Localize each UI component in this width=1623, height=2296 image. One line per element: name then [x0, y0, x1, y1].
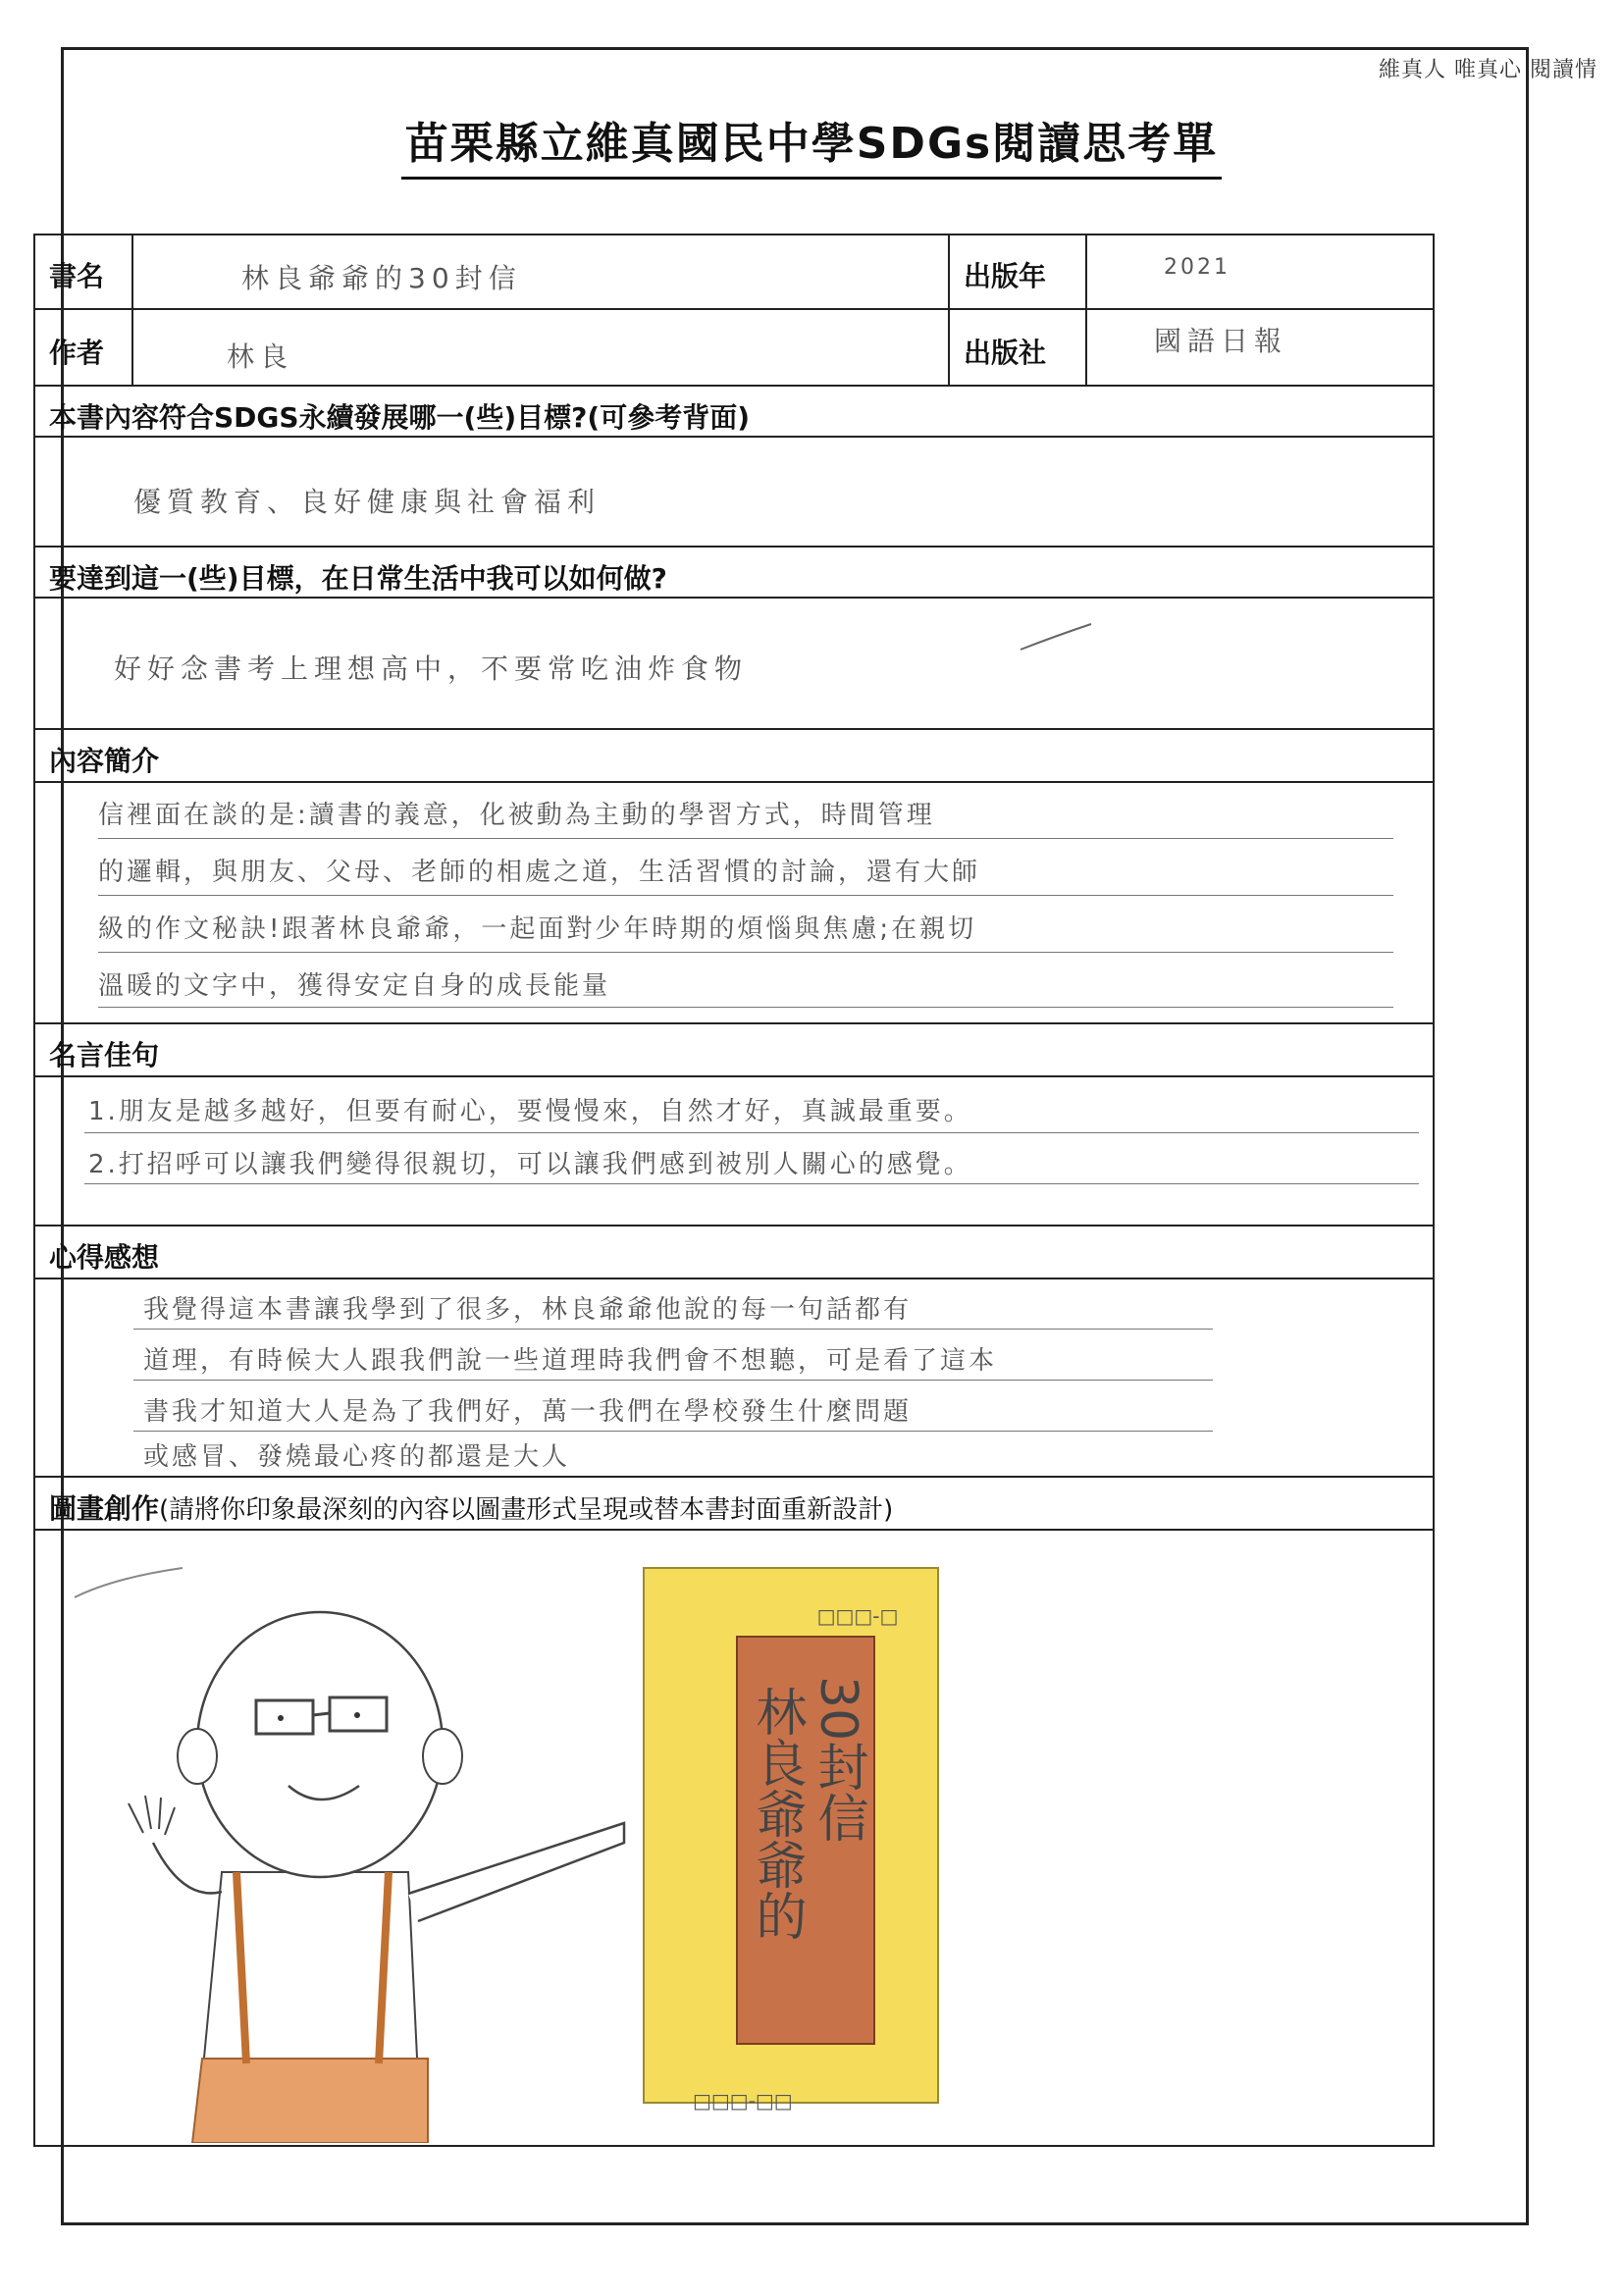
action-question: 要達到這一(些)目標，在日常生活中我可以如何做? — [49, 562, 667, 595]
reflection-line: 或感冒、發燒最心疼的都還是大人 — [143, 1442, 571, 1472]
reflection-line: 道理，有時候大人跟我們說一些道理時我們會不想聽，可是看了這本 — [143, 1346, 998, 1376]
ear-right — [423, 1729, 462, 1784]
ruled-line — [84, 1132, 1419, 1133]
head — [197, 1612, 443, 1877]
quotes-header — [35, 1024, 1433, 1077]
eye-left — [278, 1715, 284, 1721]
ruled-line — [133, 1380, 1213, 1381]
divider — [1085, 310, 1087, 385]
page-title — [0, 108, 1623, 180]
sdgs-question: 本書內容符合SDGS永續發展哪一(些)目標?(可參考背面) — [49, 401, 750, 434]
divider — [131, 235, 133, 308]
pants — [192, 2059, 428, 2143]
arm-left — [153, 1843, 222, 1893]
sketch-line — [75, 1568, 183, 1597]
ruled-line — [133, 1431, 1213, 1432]
divider — [1085, 235, 1087, 308]
sdgs-answer-row — [35, 438, 1433, 548]
glasses-bridge — [313, 1713, 330, 1715]
cover-marks-top: □□□-□ — [816, 1604, 899, 1628]
drawing-instruction: (請將你印象最深刻的內容以圖畫形式呈現或替本書封面重新設計) — [159, 1495, 894, 1525]
eye-right — [354, 1712, 360, 1718]
ruled-line — [98, 895, 1393, 896]
school-motto: 維真人 唯真心 閱讀情 — [1379, 58, 1597, 82]
reflection-line: 我覺得這本書讓我學到了很多，林良爺爺他說的每一句話都有 — [143, 1295, 913, 1325]
book-name-row — [35, 235, 1433, 310]
ruled-line — [98, 1007, 1393, 1008]
arm-right — [408, 1823, 624, 1921]
summary-line: 信裡面在談的是:讀書的義意，化被動為主動的學習方式，時間管理 — [98, 801, 935, 830]
book-name-value: 林良爺爺的30封信 — [241, 262, 522, 294]
publish-year-label: 出版年 — [964, 260, 1047, 292]
student-drawing — [35, 1529, 1437, 2143]
hand-left — [129, 1796, 175, 1835]
summary-header — [35, 730, 1433, 783]
quotes-label: 名言佳句 — [49, 1039, 160, 1071]
divider — [948, 235, 950, 308]
summary-line: 級的作文秘訣!跟著林良爺爺，一起面對少年時期的煩惱與焦慮;在親切 — [98, 914, 977, 944]
cover-title-col1: 林良爺爺的 — [747, 1686, 806, 1941]
quotes-section — [35, 1024, 1433, 1226]
quote-line: 2.打招呼可以讓我們變得很親切，可以讓我們感到被別人關心的感覺。 — [88, 1150, 972, 1179]
author-label: 作者 — [49, 337, 105, 369]
summary-section — [35, 730, 1433, 1024]
reflection-header — [35, 1226, 1433, 1279]
ear-left — [178, 1729, 217, 1784]
summary-label: 內容簡介 — [49, 745, 160, 777]
pen-stroke — [1017, 618, 1095, 657]
reflection-line: 書我才知道大人是為了我們好，萬一我們在學校發生什麼問題 — [143, 1397, 913, 1427]
ruled-line — [98, 952, 1393, 953]
publish-year-value: 2021 — [1164, 255, 1230, 280]
book-name-label: 書名 — [49, 260, 105, 292]
quote-line: 1.朋友是越多越好，但要有耐心，要慢慢來，自然才好，真誠最重要。 — [88, 1097, 972, 1126]
drawing-section — [35, 1478, 1433, 2145]
publisher-label: 出版社 — [964, 337, 1047, 369]
divider — [948, 310, 950, 385]
ruled-line — [84, 1183, 1419, 1184]
cover-marks-bottom: □□□-□□ — [693, 2089, 793, 2113]
reflection-section — [35, 1226, 1433, 1478]
drawing-label — [49, 1487, 893, 1527]
divider — [131, 310, 133, 385]
publisher-value: 國語日報 — [1154, 325, 1288, 357]
drawing-header — [35, 1478, 1433, 1531]
ruled-line — [98, 838, 1393, 839]
cover-title-col2: 30封信 — [809, 1676, 867, 1844]
sdgs-question-row — [35, 387, 1433, 438]
action-answer: 好好念書考上理想高中，不要常吃油炸食物 — [114, 652, 749, 685]
ruled-line — [133, 1329, 1213, 1330]
worksheet — [33, 234, 1435, 2147]
summary-line: 溫暖的文字中，獲得安定自身的成長能量 — [98, 971, 611, 1001]
drawing-label-text: 圖畫創作 — [49, 1492, 160, 1525]
author-value: 林良 — [227, 340, 294, 373]
summary-line: 的邏輯，與朋友、父母、老師的相處之道，生活習慣的討論，還有大師 — [98, 858, 981, 887]
reflection-label: 心得感想 — [49, 1241, 160, 1274]
sdgs-answer: 優質教育、良好健康與社會福利 — [133, 486, 602, 518]
action-question-row — [35, 548, 1433, 599]
page-title-text: 苗栗縣立維真國民中學SDGs閱讀思考單 — [401, 108, 1223, 180]
action-answer-row — [35, 599, 1433, 730]
author-row — [35, 310, 1433, 387]
